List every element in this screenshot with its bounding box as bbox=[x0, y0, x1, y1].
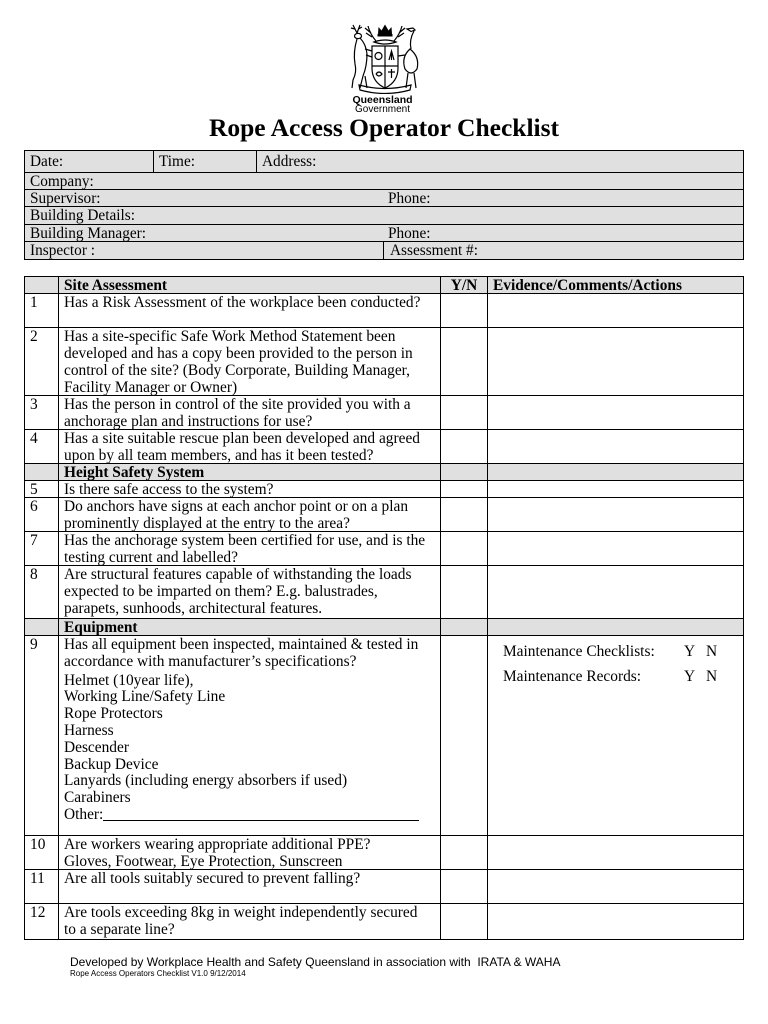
section-heading: Equipment bbox=[59, 619, 441, 635]
address-field bbox=[257, 153, 743, 172]
building-manager-phone-label: Phone: bbox=[388, 225, 431, 241]
header-row-building-manager bbox=[25, 225, 743, 242]
evidence-cell bbox=[488, 904, 743, 939]
no-option: N bbox=[706, 643, 718, 660]
assessment-number-field bbox=[384, 242, 743, 259]
yn-answer-cell bbox=[441, 481, 488, 497]
item-question: Are structural features capable of withstanding the loads expected to be imparted on them? E.g. balustrades, parapets, sunhoods, architectural features. bbox=[59, 566, 441, 618]
yn-answer-cell bbox=[441, 430, 488, 463]
checklist-table bbox=[24, 276, 744, 940]
checklist-row-3 bbox=[25, 396, 743, 430]
yn-answer-cell bbox=[441, 396, 488, 429]
no-option: N bbox=[706, 668, 718, 685]
item-number: 3 bbox=[25, 396, 59, 429]
item-number: 2 bbox=[25, 328, 59, 395]
evidence-cell bbox=[488, 636, 743, 835]
logo-text-queensland: Queensland bbox=[352, 94, 413, 106]
checklist-row-6 bbox=[25, 498, 743, 532]
footer-credit: Developed by Workplace Health and Safety Queensland in association with IRATA & WAHA bbox=[70, 955, 561, 969]
maintenance-records-label: Maintenance Records: bbox=[503, 668, 642, 685]
item-question: Are workers wearing appropriate additional PPE? Gloves, Footwear, Eye Protection, Sunscreen bbox=[59, 836, 441, 869]
checklist-row-1 bbox=[25, 294, 743, 328]
item-number: 4 bbox=[25, 430, 59, 463]
evidence-cell bbox=[488, 481, 743, 497]
yes-option: Y bbox=[684, 668, 696, 685]
yn-answer-cell bbox=[441, 498, 488, 531]
company-field bbox=[25, 173, 743, 189]
checklist-row-5 bbox=[25, 481, 743, 498]
section-evidence-cell bbox=[488, 464, 743, 480]
shield-icon bbox=[372, 46, 398, 88]
building-manager-label: Building Manager: bbox=[30, 225, 146, 241]
checklist-row-2 bbox=[25, 328, 743, 396]
item-number: 9 bbox=[25, 636, 59, 835]
evidence-cell bbox=[488, 328, 743, 395]
building-manager-field bbox=[25, 225, 383, 241]
evidence-cell bbox=[488, 836, 743, 869]
other-blank-line bbox=[103, 808, 419, 821]
item-number: 8 bbox=[25, 566, 59, 618]
header-row-building-details bbox=[25, 207, 743, 225]
yn-answer-cell bbox=[441, 532, 488, 565]
crown-icon bbox=[378, 25, 393, 37]
equipment-item: Working Line/Safety Line bbox=[64, 688, 226, 706]
header-row-supervisor bbox=[25, 190, 743, 207]
supervisor-field bbox=[25, 190, 383, 206]
header-form bbox=[24, 150, 744, 260]
yn-column-header: Y/N bbox=[441, 277, 488, 293]
checklist-row-12 bbox=[25, 904, 743, 939]
checklist-row-11 bbox=[25, 870, 743, 904]
site-assessment-heading: Site Assessment bbox=[59, 277, 441, 293]
company-label: Company: bbox=[30, 173, 94, 189]
item-question: Are all tools suitably secured to prevent falling? bbox=[59, 870, 441, 903]
yn-answer-cell bbox=[441, 566, 488, 618]
yn-answer-cell bbox=[441, 836, 488, 869]
header-row-inspector bbox=[25, 242, 743, 259]
section-evidence-cell bbox=[488, 619, 743, 635]
time-label: Time: bbox=[159, 153, 195, 170]
date-field bbox=[25, 151, 154, 172]
time-field bbox=[154, 151, 257, 172]
address-label: Address: bbox=[262, 153, 317, 170]
supervisor-phone-field bbox=[383, 190, 743, 206]
checklist-row-10 bbox=[25, 836, 743, 870]
equipment-list bbox=[64, 673, 435, 824]
maintenance-checklists-line bbox=[503, 643, 738, 660]
building-manager-phone-field bbox=[383, 225, 743, 241]
section-yn-cell bbox=[441, 619, 488, 635]
evidence-cell bbox=[488, 870, 743, 903]
evidence-cell bbox=[488, 396, 743, 429]
checklist-row-4 bbox=[25, 430, 743, 464]
queensland-coat-of-arms-icon bbox=[344, 22, 426, 94]
evidence-column-header: Evidence/Comments/Actions bbox=[493, 277, 682, 293]
header-row-date-time-address bbox=[25, 151, 743, 173]
evidence-cell bbox=[488, 566, 743, 618]
yn-answer-cell bbox=[441, 636, 488, 835]
equipment-item: Rope Protectors bbox=[64, 705, 163, 723]
item-question: Has all equipment been inspected, maintained & tested in accordance with manufacturer’s specifications? bbox=[64, 636, 419, 670]
yes-option: Y bbox=[684, 643, 696, 660]
yn-answer-cell bbox=[441, 294, 488, 327]
maintenance-records-line bbox=[503, 668, 738, 685]
yn-answer-cell bbox=[441, 870, 488, 903]
number-column-header bbox=[25, 277, 59, 293]
item-question: Has the anchorage system been certified for use, and is the testing current and labelled? bbox=[59, 532, 441, 565]
item-question: Has a site suitable rescue plan been developed and agreed upon by all team members, and has it been tested? bbox=[59, 430, 441, 463]
yn-answer-cell bbox=[441, 904, 488, 939]
footer-version: Rope Access Operators Checklist V1.0 9/12/2014 bbox=[70, 969, 246, 978]
checklist-row-9 bbox=[25, 636, 743, 836]
item-question-cell bbox=[59, 636, 441, 835]
item-question: Has the person in control of the site provided you with a anchorage plan and instructions for use? bbox=[59, 396, 441, 429]
item-number: 5 bbox=[25, 481, 59, 497]
date-label: Date: bbox=[30, 153, 64, 170]
brolga-supporter-icon bbox=[398, 28, 418, 88]
equipment-item-other bbox=[64, 807, 435, 824]
checklist-row-8 bbox=[25, 566, 743, 619]
equipment-item: Backup Device bbox=[64, 755, 159, 773]
item-number: 7 bbox=[25, 532, 59, 565]
page-title: Rope Access Operator Checklist bbox=[208, 113, 560, 142]
logo-text-government: Government bbox=[354, 104, 411, 115]
equipment-item: Carabiners bbox=[64, 789, 131, 807]
section-heading: Height Safety System bbox=[59, 464, 441, 480]
section-row-height-safety-system bbox=[25, 464, 743, 481]
inspector-field bbox=[25, 242, 384, 259]
evidence-cell bbox=[488, 430, 743, 463]
supervisor-phone-label: Phone: bbox=[388, 190, 431, 206]
item-number: 11 bbox=[25, 870, 59, 903]
item-number: 12 bbox=[25, 904, 59, 939]
checklist-row-7 bbox=[25, 532, 743, 566]
section-number-cell bbox=[25, 619, 59, 635]
supervisor-label: Supervisor: bbox=[30, 190, 101, 206]
item-question: Do anchors have signs at each anchor point or on a plan prominently displayed at the entry to the area? bbox=[59, 498, 441, 531]
evidence-cell bbox=[488, 294, 743, 327]
evidence-cell bbox=[488, 498, 743, 531]
building-details-field bbox=[25, 207, 743, 224]
evidence-cell bbox=[488, 532, 743, 565]
item-number: 10 bbox=[25, 836, 59, 869]
header-row-company bbox=[25, 173, 743, 190]
section-row-equipment bbox=[25, 619, 743, 636]
other-label: Other: bbox=[64, 805, 104, 823]
item-question: Are tools exceeding 8kg in weight independently secured to a separate line? bbox=[59, 904, 441, 939]
maintenance-checklists-label: Maintenance Checklists: bbox=[503, 643, 655, 660]
item-number: 6 bbox=[25, 498, 59, 531]
equipment-item: Harness bbox=[64, 721, 114, 739]
equipment-item: Lanyards (including energy absorbers if used) bbox=[64, 772, 348, 790]
item-number: 1 bbox=[25, 294, 59, 327]
item-question: Is there safe access to the system? bbox=[59, 481, 441, 497]
equipment-item: Helmet (10year life), bbox=[64, 671, 194, 689]
item-question: Has a site-specific Safe Work Method Statement been developed and has a copy been provided to the person in control of the site? (Body Corporate, Building Manager, Facility Manager or Owner) bbox=[59, 328, 441, 395]
assessment-number-label: Assessment #: bbox=[390, 242, 478, 259]
section-number-cell bbox=[25, 464, 59, 480]
section-yn-cell bbox=[441, 464, 488, 480]
building-details-label: Building Details: bbox=[30, 207, 135, 224]
checklist-header-row bbox=[25, 277, 743, 294]
yn-answer-cell bbox=[441, 328, 488, 395]
equipment-item: Descender bbox=[64, 738, 129, 756]
inspector-label: Inspector : bbox=[30, 242, 95, 259]
item-question: Has a Risk Assessment of the workplace been conducted? bbox=[59, 294, 441, 327]
